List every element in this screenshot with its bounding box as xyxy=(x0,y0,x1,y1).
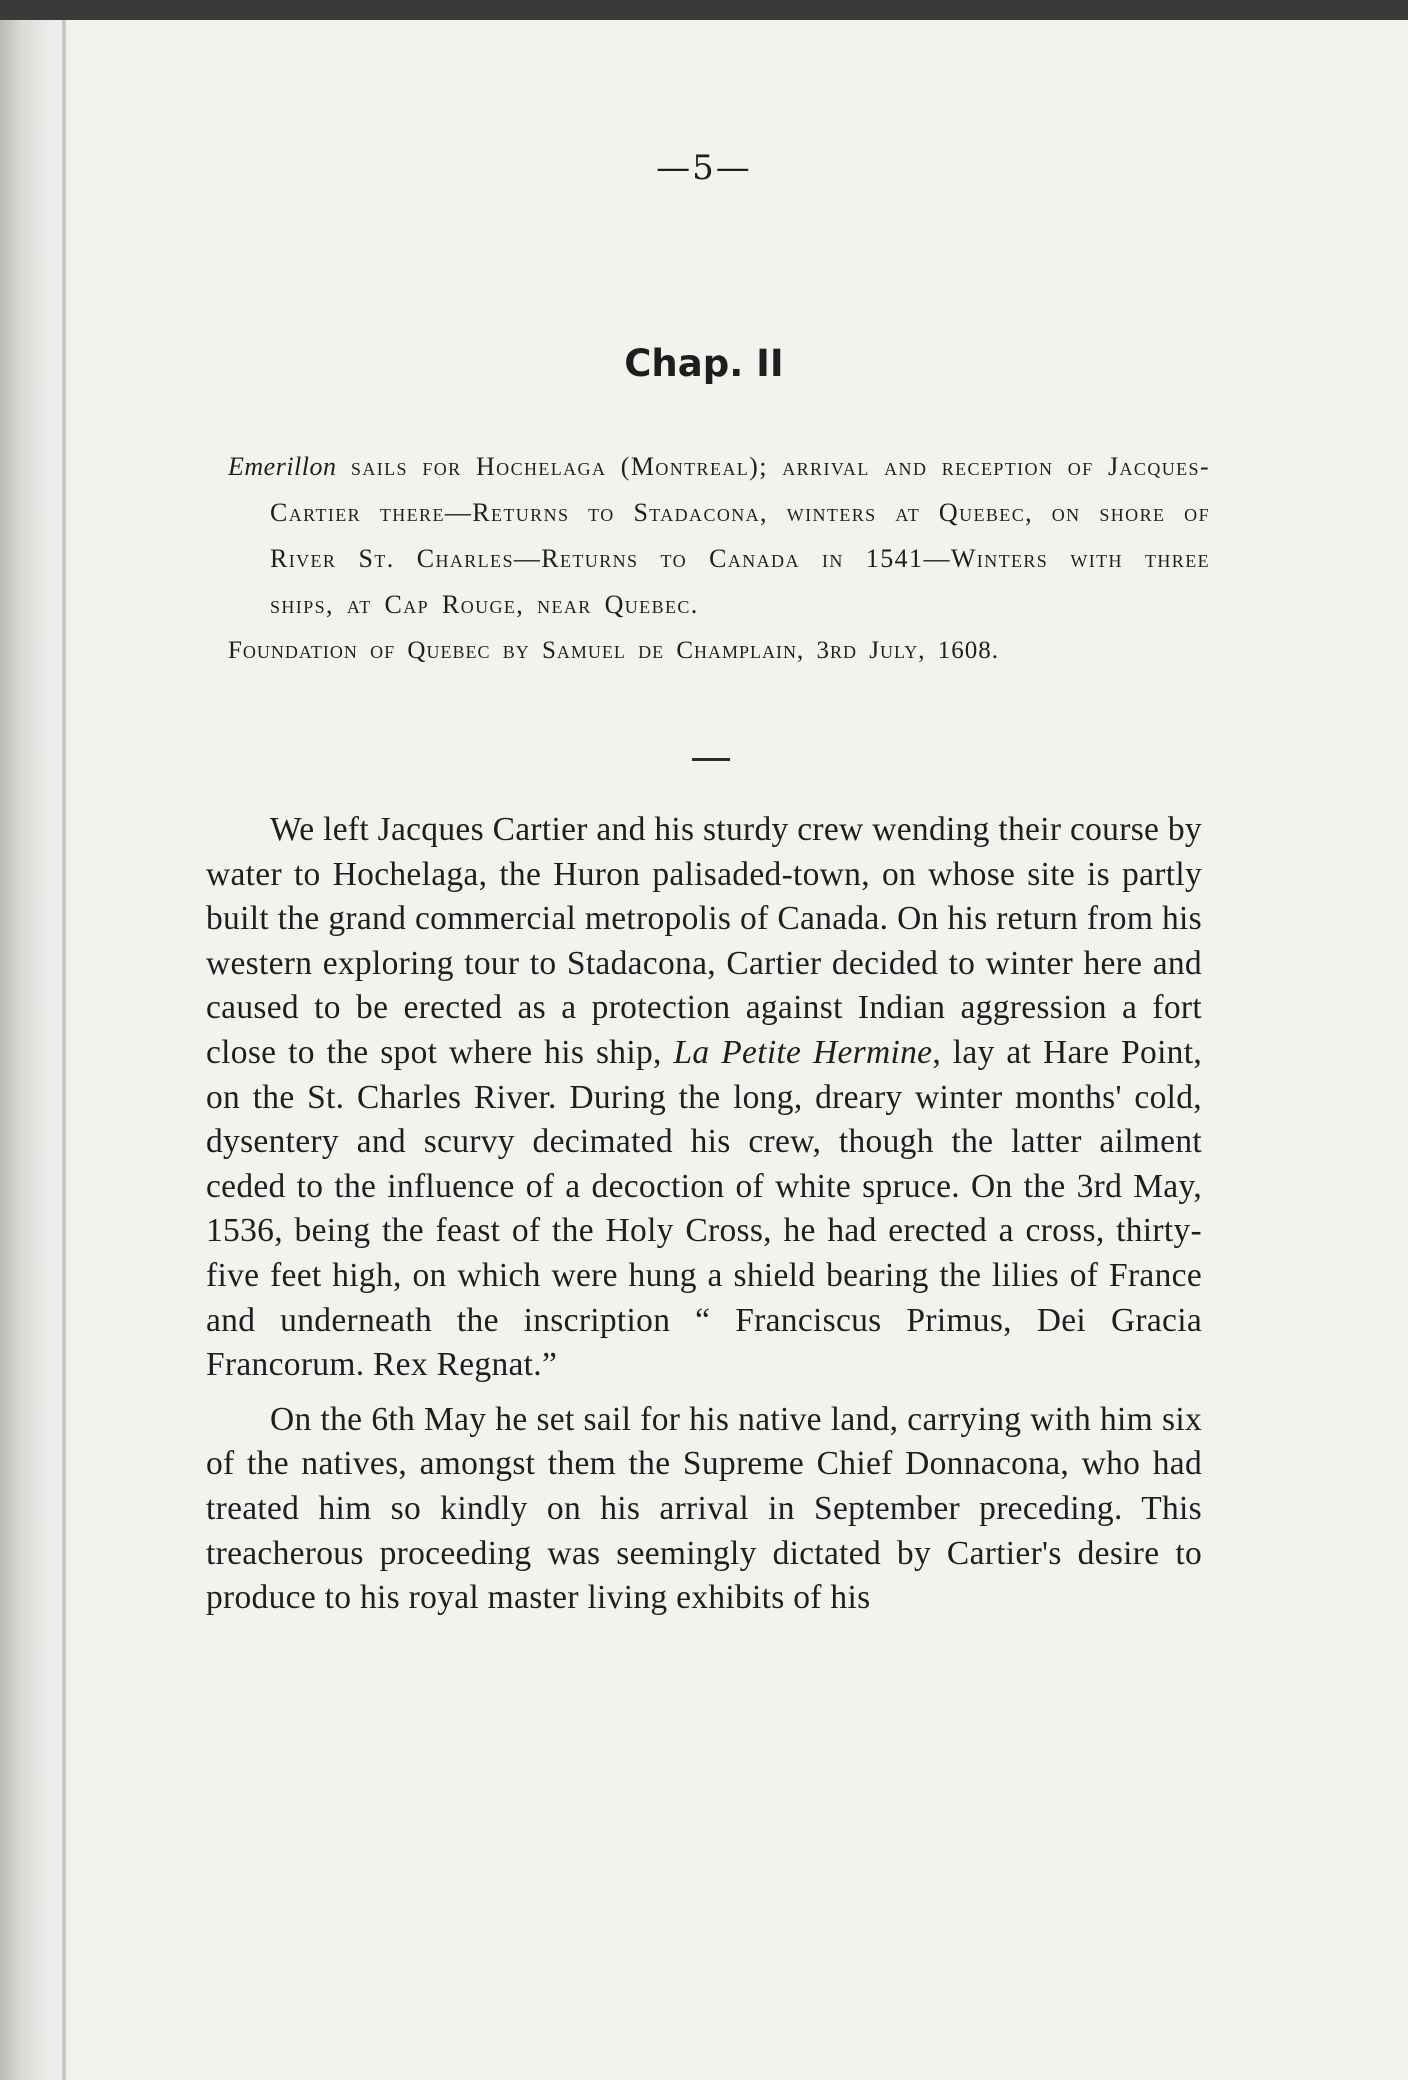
chapter-title: Chap. II xyxy=(624,342,784,385)
chapter-summary xyxy=(228,444,1210,674)
ship-name-italic: La Petite Hermine xyxy=(673,1033,933,1071)
body-paragraph-1-part-a: We left Jacques Cartier and his sturdy crew wending their course by water to Hochelaga, the Huron palisaded-town, on whose site is partly built the grand commercial metropolis of Canada. On his return from his western exploring tour to Stadacona, Cartier decided to winter here and caused to be erected as a protection against Indian aggression a fort close to the spot where his ship, xyxy=(206,811,1202,1071)
summary-text: sails for Hochelaga (Montreal); arrival and reception of Jacques-Cartier there—Returns to Stadacona, winters at Quebec, on shore of River St. Charles—Returns to Canada in 1541—Winters with three ships, at Cap Rouge, near Quebec. xyxy=(270,452,1210,619)
foundation-line: Foundation of Quebec by Samuel de Champlain, 3rd July, 1608. xyxy=(228,637,999,664)
spine-fold-line xyxy=(62,20,66,2080)
section-divider xyxy=(692,758,730,761)
page-spine-shadow xyxy=(0,20,78,2080)
ship-name: Emerillon xyxy=(228,452,337,481)
book-page xyxy=(0,20,1408,2080)
body-paragraph-1 xyxy=(206,808,1202,1388)
page-number: —5— xyxy=(656,148,752,188)
body-text xyxy=(206,808,1202,1621)
body-paragraph-2: On the 6th May he set sail for his native land, carrying with him six of the natives, amongst them the Supreme Chief Donnacona, who had treated him so kindly on his arrival in September preceding. This treacherous proceeding was seemingly dictated by Cartier's desire to produce to his royal master living exhibits of his xyxy=(206,1400,1202,1617)
summary-paragraph xyxy=(228,444,1210,628)
body-paragraph-1-part-b: , lay at Hare Point, on the St. Charles River. During the long, dreary winter months' cold, dysentery and scurvy decimated his crew, though the latter ailment ceded to the influence of a decoction of white spruce. On the 3rd May, 1536, being the feast of the Holy Cross, he had erected a cross, thirty-five feet high, on which were hung a shield bearing the lilies of France and underneath the inscription “ Franciscus Primus, Dei Gracia Francorum. Rex Regnat.” xyxy=(206,1033,1203,1384)
